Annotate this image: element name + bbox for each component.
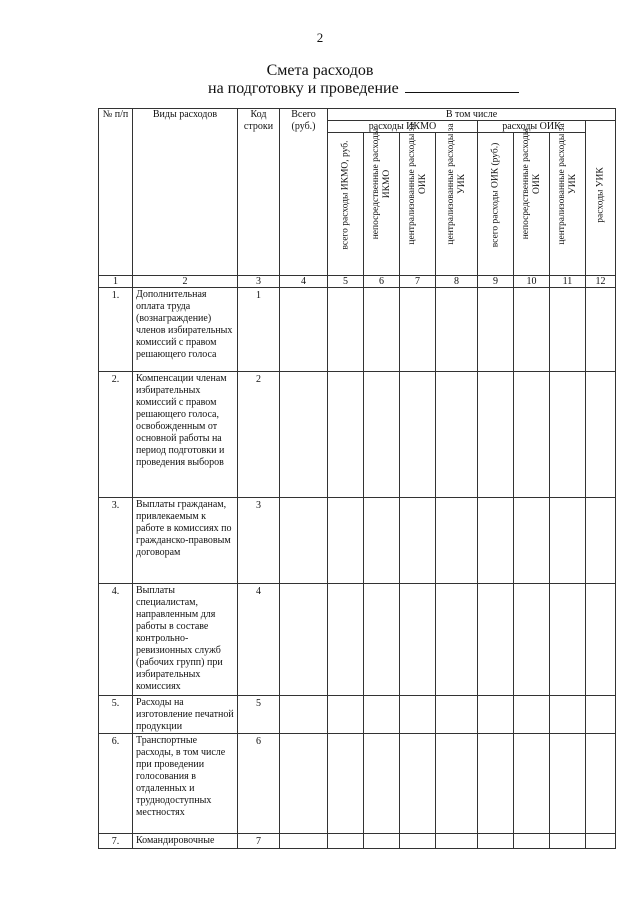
column-number: 10: [514, 276, 550, 288]
expense-estimate-table: [98, 108, 616, 849]
column-number: 9: [478, 276, 514, 288]
row-code: 4: [238, 584, 280, 696]
row-number: 6.: [99, 734, 133, 834]
table-row: [99, 734, 616, 834]
row-number: 4.: [99, 584, 133, 696]
column-number-row: [99, 276, 616, 288]
header-total: Всего (руб.): [280, 109, 328, 276]
header-col-11: централизованные расходы за УИК: [550, 133, 586, 276]
row-code: 1: [238, 288, 280, 372]
header-kinds: Виды расходов: [133, 109, 238, 276]
page-number: 2: [316, 30, 324, 45]
header-col-6: непосредственные расходы ИКМО: [364, 133, 400, 276]
row-name: Расходы на изготовление печатной продукции: [133, 696, 238, 734]
document-subtitle: [208, 80, 519, 98]
header-col-10: непосредственные расходы ОИК: [514, 133, 550, 276]
row-name: Транспортные расходы, в том числе при проведении голосования в отдаленных и труднодоступных местностях: [133, 734, 238, 834]
column-number: 6: [364, 276, 400, 288]
row-name: Командировочные: [133, 834, 238, 849]
header-group-oik: расходы ОИК: [478, 121, 586, 133]
header-col-9: всего расходы ОИК (руб.): [478, 133, 514, 276]
table-row: [99, 372, 616, 498]
row-number: 3.: [99, 498, 133, 584]
document-title: Смета расходов: [266, 62, 374, 79]
table-row: [99, 696, 616, 734]
column-number: 11: [550, 276, 586, 288]
row-number: 1.: [99, 288, 133, 372]
header-num: № п/п: [99, 109, 133, 276]
row-code: 5: [238, 696, 280, 734]
row-code: 7: [238, 834, 280, 849]
column-number: 8: [436, 276, 478, 288]
row-number: 2.: [99, 372, 133, 498]
header-col-12: расходы УИК: [586, 121, 616, 276]
column-number: 4: [280, 276, 328, 288]
table-row: [99, 834, 616, 849]
header-col-7: централизованные расходы за ОИК: [400, 133, 436, 276]
column-number: 12: [586, 276, 616, 288]
column-number: 1: [99, 276, 133, 288]
row-code: 2: [238, 372, 280, 498]
fill-in-blank: [405, 80, 519, 93]
column-number: 7: [400, 276, 436, 288]
row-name: Выплаты специалистам, направленным для работы в составе контрольно-ревизионных служб (рабочих групп) при избирательных комиссиях: [133, 584, 238, 696]
header-code: Код строки: [238, 109, 280, 276]
header-including: В том числе: [328, 109, 616, 121]
row-number: 7.: [99, 834, 133, 849]
row-name: Выплаты гражданам, привлекаемым к работе в комиссиях по гражданско-правовым договорам: [133, 498, 238, 584]
header-col-5: всего расходы ИКМО, руб.: [328, 133, 364, 276]
header-col-8: централизованные расходы за УИК: [436, 133, 478, 276]
row-code: 3: [238, 498, 280, 584]
table-row: [99, 498, 616, 584]
table-row: [99, 584, 616, 696]
row-name: Дополнительная оплата труда (вознаграждение) членов избирательных комиссий с правом решающего голоса: [133, 288, 238, 372]
subtitle-text: на подготовку и проведение: [208, 80, 399, 97]
row-number: 5.: [99, 696, 133, 734]
column-number: 3: [238, 276, 280, 288]
row-name: Компенсации членам избирательных комиссий с правом решающего голоса, освобожденным от основной работы на период подготовки и проведения выборов: [133, 372, 238, 498]
header-group-ikmo: расходы ИКМО: [328, 121, 478, 133]
row-code: 6: [238, 734, 280, 834]
column-number: 5: [328, 276, 364, 288]
column-number: 2: [133, 276, 238, 288]
table-row: [99, 288, 616, 372]
